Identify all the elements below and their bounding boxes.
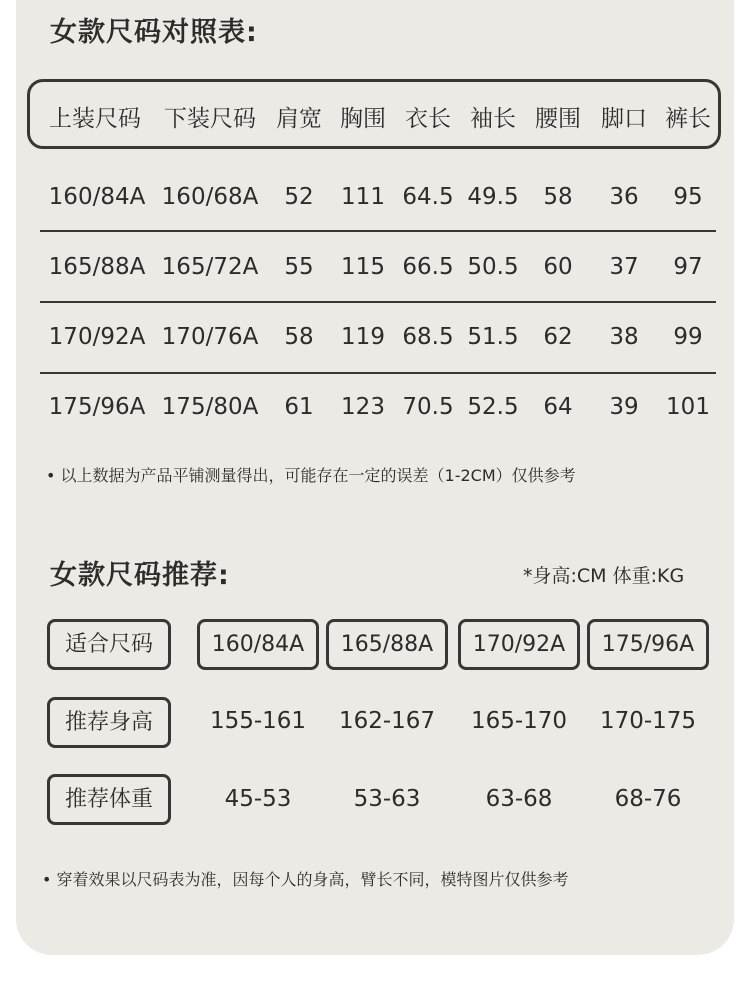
size-chart-title: 女款尺码对照表:	[50, 17, 258, 48]
unit-note: *身高:CM 体重:KG	[523, 565, 685, 587]
header-waist: 腰围	[535, 106, 581, 132]
height-value: 162-167	[338, 708, 436, 734]
table-cell: 51.5	[467, 324, 519, 350]
header-top-size: 上装尺码	[49, 106, 141, 132]
table-cell: 111	[341, 184, 385, 210]
height-value: 155-161	[209, 708, 307, 734]
fit-size-label: 适合尺码	[47, 619, 171, 670]
row-divider	[40, 301, 716, 303]
table-cell: 37	[609, 254, 639, 280]
table-cell: 95	[673, 184, 703, 210]
header-length: 衣长	[405, 106, 451, 132]
table-cell: 39	[609, 394, 639, 420]
table-cell: 62	[543, 324, 573, 350]
table-cell: 58	[543, 184, 573, 210]
weight-value: 53-63	[353, 786, 421, 812]
size-tag: 170/92A	[458, 619, 580, 670]
table-cell: 52	[284, 184, 314, 210]
table-cell: 160/84A	[48, 184, 146, 210]
table-cell: 36	[609, 184, 639, 210]
table-cell: 175/96A	[48, 394, 146, 420]
table-cell: 61	[284, 394, 314, 420]
header-shoulder: 肩宽	[276, 106, 322, 132]
table-cell: 50.5	[467, 254, 519, 280]
weight-value: 45-53	[224, 786, 292, 812]
row-divider	[40, 372, 716, 374]
size-tag: 165/88A	[326, 619, 448, 670]
table-cell: 101	[666, 394, 710, 420]
table-cell: 66.5	[402, 254, 454, 280]
header-pants-length: 裤长	[665, 106, 711, 132]
size-tag: 175/96A	[587, 619, 709, 670]
table-cell: 55	[284, 254, 314, 280]
recommended-height-label: 推荐身高	[47, 697, 171, 748]
table-cell: 70.5	[402, 394, 454, 420]
row-divider	[40, 230, 716, 232]
table-cell: 115	[341, 254, 385, 280]
size-tag: 160/84A	[197, 619, 319, 670]
table-cell: 68.5	[402, 324, 454, 350]
table-cell: 38	[609, 324, 639, 350]
table-cell: 170/76A	[161, 324, 259, 350]
table-cell: 165/88A	[48, 254, 146, 280]
table-cell: 64.5	[402, 184, 454, 210]
height-value: 165-170	[470, 708, 568, 734]
header-sleeve: 袖长	[470, 106, 516, 132]
table-cell: 60	[543, 254, 573, 280]
header-chest: 胸围	[340, 106, 386, 132]
table-cell: 58	[284, 324, 314, 350]
recommended-weight-label: 推荐体重	[47, 774, 171, 825]
model-note: • 穿着效果以尺码表为准，因每个人的身高，臂长不同，模特图片仅供参考	[42, 870, 569, 889]
table-cell: 49.5	[467, 184, 519, 210]
table-cell: 175/80A	[161, 394, 259, 420]
table-cell: 170/92A	[48, 324, 146, 350]
table-cell: 64	[543, 394, 573, 420]
header-hem: 脚口	[601, 106, 647, 132]
table-cell: 97	[673, 254, 703, 280]
weight-value: 68-76	[614, 786, 682, 812]
table-cell: 160/68A	[161, 184, 259, 210]
measurement-note: • 以上数据为产品平铺测量得出，可能存在一定的误差（1-2CM）仅供参考	[46, 466, 576, 485]
table-cell: 119	[341, 324, 385, 350]
height-value: 170-175	[599, 708, 697, 734]
table-cell: 52.5	[467, 394, 519, 420]
table-cell: 165/72A	[161, 254, 259, 280]
table-cell: 99	[673, 324, 703, 350]
weight-value: 63-68	[485, 786, 553, 812]
table-cell: 123	[341, 394, 385, 420]
header-bottom-size: 下装尺码	[164, 106, 256, 132]
recommend-title: 女款尺码推荐:	[50, 560, 230, 591]
